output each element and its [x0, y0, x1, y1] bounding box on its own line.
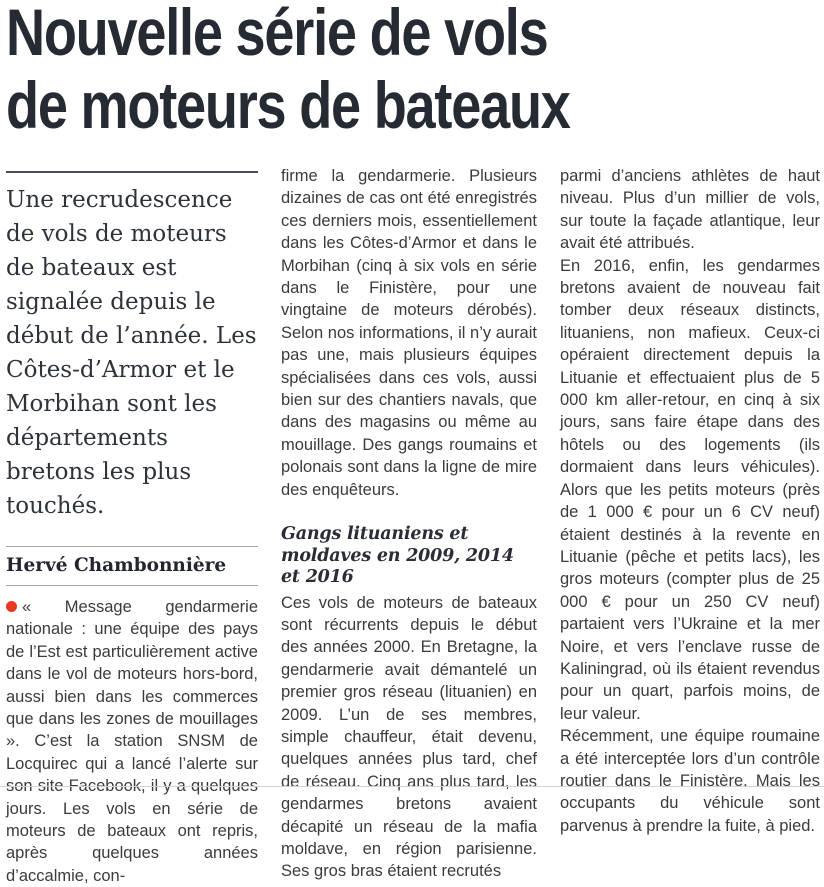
column-1	[6, 165, 258, 887]
article-columns	[6, 165, 818, 887]
standfirst: Une recrudescence de vols de moteurs de bateaux est signalée depuis le début de l’année. Les Côtes-d’Armor et le Morbihan sont les départements bretons les plus touchés.	[6, 187, 257, 519]
body-paragraph: firme la gendarmerie. Plusieurs dizaines de cas ont été enregistrés ces derniers mois, essentiellement dans les Côtes-d’Armor et dans le Morbihan (cinq à six vols en série dans le Finistère, pour une vingtaine de moteurs dérobés). Selon nos informations, il n’y aurait pas une, mais plusieurs équipes spécialisées dans ces vols, aussi bien sur des chantiers navals, que dans des magasins ou même au mouillage. Des gangs roumains et polonais sont dans la ligne de mire des enquêteurs.	[281, 167, 537, 499]
body-paragraph: En 2016, enfin, les gendarmes bretons avaient de nouveau fait tomber deux réseaux distincts, lituaniens, non mafieux. Ceux-ci opéraient directement depuis la Lituanie et effectuaient plus de 5 000 km aller-retour, en cinq à six jours, sans faire étape dans des hôtels ou des logements (ils dormaient dans leurs véhicules). Alors que les petits moteurs (près de 1 000 € pour un 6 CV neuf) étaient destinés à la revente en Lituanie (pêche et petits lacs), les gros moteurs (compter plus de 25 000 € pour un 250 CV neuf) partaient vers l’Ukraine et la mer Noire, et vers l’enclave russe de Kaliningrad, où ils étaient revendus pour un quart, parfois moins, de leur valeur.	[560, 256, 820, 723]
column-2	[281, 165, 537, 887]
headline-line-2: de moteurs de bateaux	[6, 68, 570, 142]
body-paragraph: Ces vols de moteurs de bateaux sont récurrents depuis le début des années 2000. En Bretagne, la gendarmerie avait démantelé un premier gros réseau (lituanien) en 2009. L’un de ses membres, simple chauffeur, était devenu, quelques années plus tard, chef de réseau. Cinq ans plus tard, les gendarmes bretons avaient décapité un réseau de la mafia moldave, en région parisienne. Ses gros bras étaient recrutés	[281, 593, 537, 881]
intro-paragraph	[6, 596, 258, 887]
intro-paragraph-text: « Message gendarmerie nationale : une équipe des pays de l’Est est particulièrement active dans le vol de moteurs hors-bord, aussi bien dans les commerces que dans les zones de mouillages ». C’est la station SNSM de Locquirec qui a lancé l’alerte sur son site Facebook, il y a quelques jours. Les vols en série de moteurs de bateaux ont repris, après quelques années d’accalmie, con-	[6, 598, 258, 885]
body-paragraph: Récemment, une équipe roumaine a été interceptée lors d’un contrôle routier dans le Finistère. Mais les occupants du véhicule sont parvenus à prendre la fuite, à pied.	[560, 727, 820, 835]
body-paragraph: parmi d’anciens athlètes de haut niveau. Plus d’un millier de vols, sur toute la façade atlantique, leur avait été attribués.	[560, 167, 820, 253]
byline-block	[6, 546, 258, 586]
column-3	[560, 165, 820, 887]
byline: Hervé Chambonnière	[6, 555, 227, 576]
article-headline	[6, 0, 570, 142]
red-bullet-icon	[6, 601, 17, 612]
standfirst-top-rule	[6, 171, 258, 173]
headline-line-1: Nouvelle série de vols	[6, 0, 548, 69]
subhead: Gangs lituaniens et moldaves en 2009, 2014 et 2016	[281, 524, 514, 588]
